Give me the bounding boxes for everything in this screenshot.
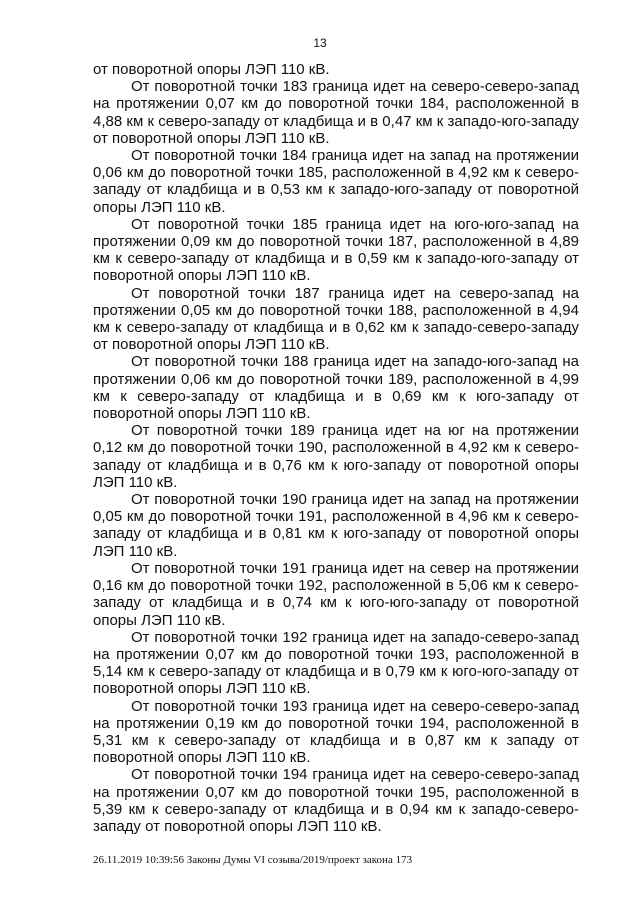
page-number: 13 (313, 36, 327, 50)
paragraph-point-191: От поворотной точки 191 граница идет на север на протяжении 0,16 км до поворотной точки 192, расположенной в 5,06 км к северо-западу от кладбища и в 0,74 км к юго-юго-западу от поворотной опоры ЛЭП 110 кВ. (93, 559, 579, 629)
paragraph-point-189: От поворотной точки 189 граница идет на юг на протяжении 0,12 км до поворотной точки 190, расположенной в 4,92 км к северо-западу от кладбища и в 0,76 км к юго-западу от поворотной опоры ЛЭП 110 кВ. (93, 422, 579, 491)
paragraph-point-193: От поворотной точки 193 граница идет на северо-северо-запад на протяжении 0,19 км до поворотной точки 194, расположенной в 5,31 км к северо-западу от кладбища и в 0,87 км к западу от поворотной опоры ЛЭП 110 кВ. (93, 697, 579, 767)
document-footer: 26.11.2019 10:39:56 Законы Думы VI созыва/2019/проект закона 173 (93, 854, 413, 866)
paragraph-point-194: От поворотной точки 194 граница идет на северо-северо-запад на протяжении 0,07 км до поворотной точки 195, расположенной в 5,39 км к северо-западу от кладбища и в 0,94 км к западо-северо-западу от поворотной опоры ЛЭП 110 кВ. (93, 766, 579, 835)
paragraph-point-192: От поворотной точки 192 граница идет на западо-северо-запад на протяжении 0,07 км до поворотной точки 193, расположенной в 5,14 км к северо-западу от кладбища и в 0,79 км к юго-юго-западу от поворотной опоры ЛЭП 110 кВ. (93, 628, 579, 698)
paragraph-continuation: от поворотной опоры ЛЭП 110 кВ. (93, 61, 330, 78)
paragraph-point-188: От поворотной точки 188 граница идет на западо-юго-запад на протяжении 0,06 км до поворотной точки 189, расположенной в 4,99 км к северо-западу от кладбища и в 0,69 км к юго-западу от поворотной опоры ЛЭП 110 кВ. (93, 353, 579, 423)
paragraph-point-183: От поворотной точки 183 граница идет на северо-северо-запад на протяжении 0,07 км до поворотной точки 184, расположенной в 4,88 км к северо-западу от кладбища и в 0,47 км к западо-юго-западу от поворотной опоры ЛЭП 110 кВ. (93, 78, 579, 147)
paragraph-point-184: От поворотной точки 184 граница идет на запад на протяжении 0,06 км до поворотной точки 185, расположенной в 4,92 км к северо-западу от кладбища и в 0,53 км к западо-юго-западу от поворотной опоры ЛЭП 110 кВ. (93, 147, 579, 216)
document-body (93, 61, 579, 835)
paragraph-point-187: От поворотной точки 187 граница идет на северо-запад на протяжении 0,05 км до поворотной точки 188, расположенной в 4,94 км к северо-западу от кладбища и в 0,62 км к западо-северо-западу от поворотной опоры ЛЭП 110 кВ. (93, 284, 579, 354)
paragraph-point-185: От поворотной точки 185 граница идет на юго-юго-запад на протяжении 0,09 км до поворотной точки 187, расположенной в 4,89 км к северо-западу от кладбища и в 0,59 км к западо-юго-западу от поворотной опоры ЛЭП 110 кВ. (93, 215, 579, 285)
paragraph-point-190: От поворотной точки 190 граница идет на запад на протяжении 0,05 км до поворотной точки 191, расположенной в 4,96 км к северо-западу от кладбища и в 0,81 км к юго-западу от поворотной опоры ЛЭП 110 кВ. (93, 491, 579, 560)
